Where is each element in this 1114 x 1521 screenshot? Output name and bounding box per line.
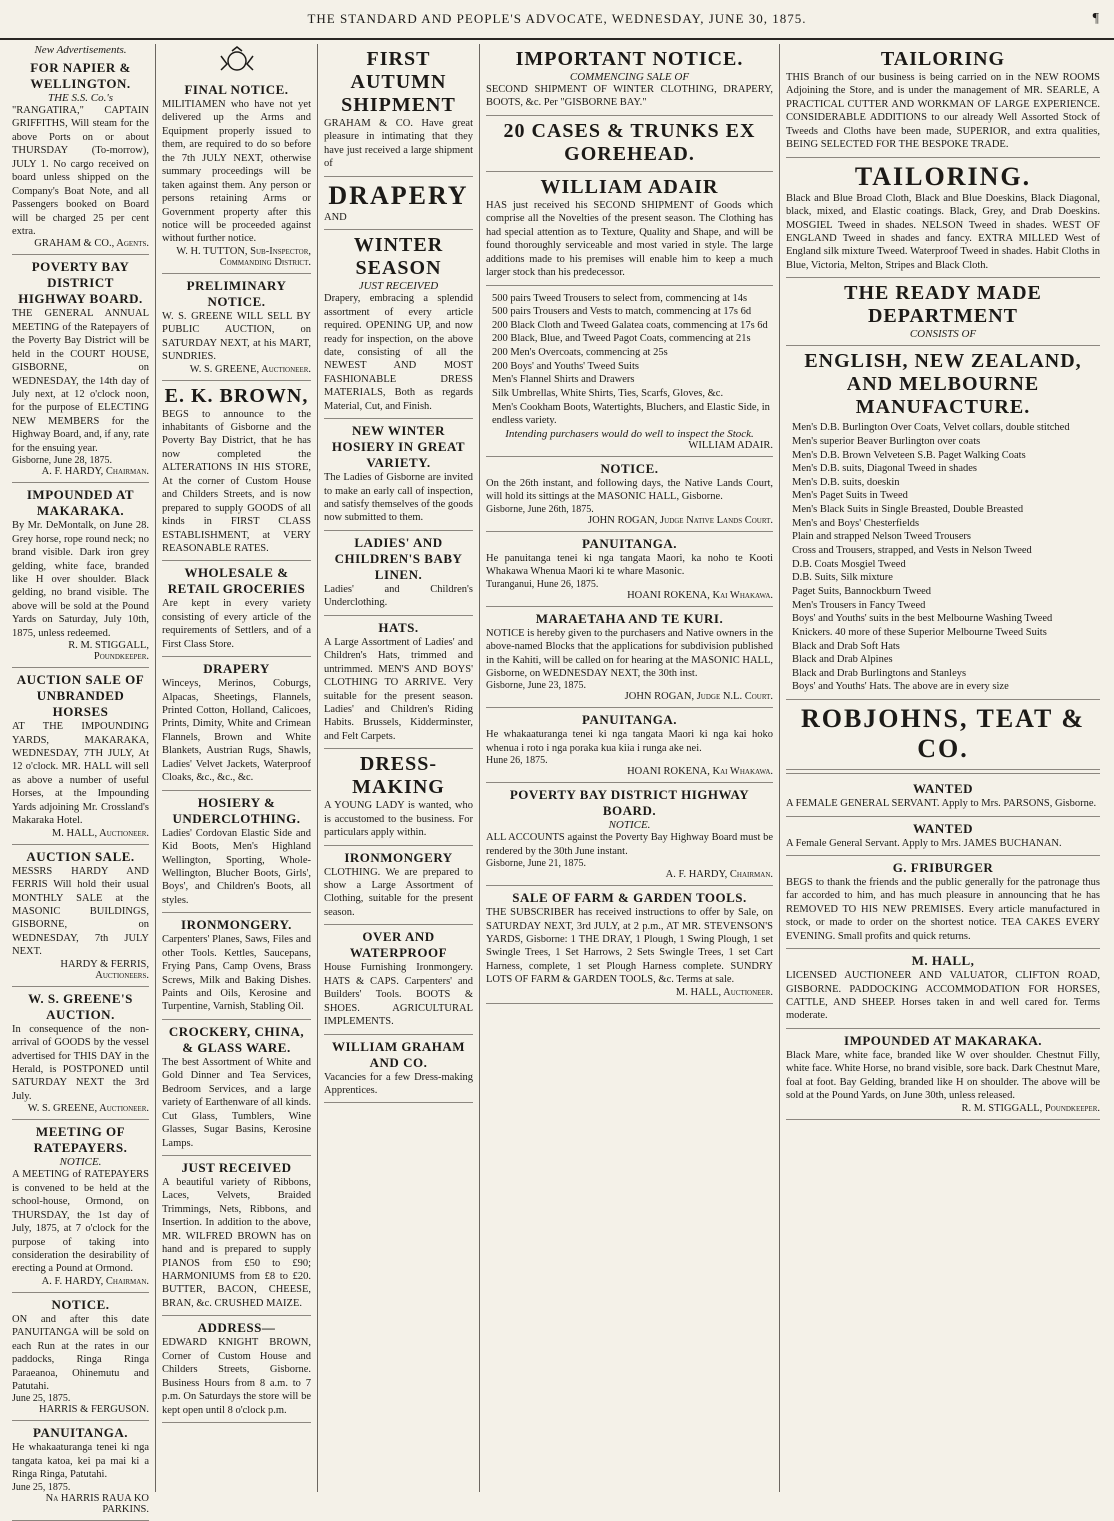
ad-body: A Large Assortment of Ladies' and Children's Hats, trimmed and untrimmed. MEN'S AND BOYS' CLOTHING TO ARRIVE. Very suitable for the present season. Ladies' and Children's Riding Habits. Brussels, Kidderminster, and Felt Carpets. <box>324 636 473 742</box>
ad-body: ON and after this date PANUITANGA will be sold on each Run at the rates in our paddocks, Ringa Ringa Paraeanoa, Ohinemutu and Patutahi. <box>12 1313 149 1392</box>
ad-signature: HOANI ROKENA, Kai Whakawa. <box>627 589 773 601</box>
ad-body: BEGS to thank the friends and the public generally for the patronage thus far accorded to him, and has much pleasure in announcing that he has REMOVED TO HIS NEW PREMISES. Every article manufactured in stock, or made to order on the shortest notice. TEA CAKES EVERY EVENING. Small profits and quick returns. <box>786 876 1100 942</box>
advertisement <box>486 457 773 532</box>
ad-list <box>12 56 149 1521</box>
ad-body: He whakaaturanga tenei ki nga tangata katoa, kei pa mai ki a Ringa Ringa, Patutahi. <box>12 1442 149 1481</box>
advertisement <box>162 274 311 381</box>
ad-body: GRAHAM & CO. Have great pleasure in intimating that they have just received a large shipment of <box>324 118 473 170</box>
ad-date: Gisborne, June 23, 1875. <box>486 680 586 692</box>
ad-list <box>786 44 1100 770</box>
ad-body: Winceys, Merinos, Coburgs, Alpacas, Sheetings, Flannels, Printed Cotton, Holland, Calicoes, Prints, Dimity, White and Crimean Flannels, Brown and White Blankets, Austrian Rugs, Shawls, Ladies' Velvet Jackets, Waterproof Cloaks, &c., &c., &c. <box>162 678 311 784</box>
ad-title: ROBJOHNS, TEAT & CO. <box>800 704 1086 764</box>
advertisement <box>786 278 1100 346</box>
list-item: 500 pairs Tweed Trousers to select from, commencing at 14s <box>492 292 748 304</box>
advertisement <box>12 668 149 845</box>
advertisement <box>324 1035 473 1104</box>
ad-signature: A. F. HARDY, Chairman. <box>665 869 773 881</box>
ad-subtitle: NOTICE. <box>59 1156 102 1169</box>
ad-signature: W. S. GREENE, Auctioneer. <box>27 1103 149 1115</box>
ad-body: On the 26th instant, and following days, the Native Lands Court, will hold its sittings at the MASONIC HALL, Gisborne. <box>486 477 773 503</box>
column-5 <box>780 44 1106 1492</box>
column-1 <box>6 44 156 1515</box>
list-item: Silk Umbrellas, White Shirts, Ties, Scarfs, Gloves, &c. <box>492 387 724 399</box>
list-item: Men's Black Suits in Single Breasted, Double Breasted <box>792 504 1024 516</box>
advertisement <box>12 1421 149 1520</box>
advertisement <box>486 286 773 457</box>
column-2 <box>156 44 318 1492</box>
ad-title: FINAL NOTICE. <box>184 82 289 97</box>
ad-date: June 25, 1875. <box>12 1393 71 1405</box>
ad-body: He panuitanga tenei ki nga tangata Maori, ka noho te Kooti Whakawa Whenua Maori ki te whare Masonic. <box>486 552 773 578</box>
ad-body: Black and Blue Broad Cloth, Black and Blue Doeskins, Black Diagonal, black, mixed, and Elastic coatings. Black, Grey, and Drab Doeskins. MOSGIEL Tweed in shades. NELSON Tweed in shades. WEST OF ENGLAND Tweed in shades and fancy. EXTRA MILLED West of England silk mixture Tweed. Waterproof Tweed in shades. Habit Cloths in Blue, Victoria, Melton, Stripes and Black Cloth. <box>786 192 1100 271</box>
advertisement <box>324 177 473 230</box>
list-item: Black and Drab Alpines <box>792 654 893 666</box>
ad-title: G. FRIBURGER <box>892 859 994 875</box>
ad-subtitle: JUST RECEIVED <box>358 280 439 293</box>
ad-title: SALE OF FARM & GARDEN TOOLS. <box>512 890 747 906</box>
ad-body: HAS just received his SECOND SHIPMENT of Goods which comprise all the Novelties of the present season. The Clothing has had special attention as to Texture, Quality and Shape, and will be found thoroughly serviceable and most varied in style. The large additions made to his premises will enable him to keep a much larger stock than his predecessor. <box>486 199 773 279</box>
ad-title: E. K. BROWN, <box>164 384 309 407</box>
ad-title: AUCTION SALE OF UNBRANDED HORSES <box>16 672 145 720</box>
ad-signature: A. F. HARDY, Chairman. <box>41 466 149 478</box>
ad-title: HOSIERY & UNDERCLOTHING. <box>172 794 301 826</box>
ad-body: CLOTHING. We are prepared to show a Large Assortment of Clothing, suitable for the present season. <box>324 866 473 918</box>
ad-title: NEW WINTER HOSIERY IN GREAT VARIETY. <box>331 423 466 471</box>
column-4 <box>480 44 780 1492</box>
ad-body: Carpenters' Planes, Saws, Files and other Tools. Kettles, Saucepans, Frying Pans, Camp Ovens, Brass Screws, Milk and Baking Dishes. Paints and Oils, Kerosine and Turpentine, Varnish, Stabling Oil. <box>162 934 311 1013</box>
ad-title: WANTED <box>912 781 974 797</box>
ad-subtitle: Intending purchasers would do well to inspect the Stock. <box>505 427 754 440</box>
ad-body: The best Assortment of White and Gold Dinner and Tea Services, Bedroom Services, and a large variety of Earthenware of all kinds. Cut Glass, Tumblers, Wine Glasses, Sugar Basins, Kerosine Lamps. <box>162 1056 311 1149</box>
advertisement <box>162 561 311 657</box>
advertisement <box>162 791 311 914</box>
ad-signature: W. S. GREENE, Auctioneer. <box>189 363 311 375</box>
ad-title: NOTICE. <box>51 1296 110 1312</box>
ad-body: BEGS to announce to the inhabitants of Gisborne and the Poverty Bay District, that he has now completed the ALTERATIONS IN HIS STORE, At the corner of Custom House and Childers Streets, and is now prepared to supply GOODS of all kinds in FIRST CLASS ESTABLISHMENT, at VERY REASONABLE RATES. <box>162 408 311 554</box>
ad-body: "RANGATIRA," CAPTAIN GRIFFITHS, Will steam for the above Ports on or about THURSDAY (To-morrow), JULY 1. No cargo received on board unless shipped on the Company's Boat Note, and all Passengers booked on Board will be charged 25 per cent extra. <box>12 105 149 237</box>
ad-body: AT THE IMPOUNDING YARDS, MAKARAKA, WEDNESDAY, 7TH JULY, At 12 o'clock. MR. HALL will sell as above a number of useful Horses, at the Impounding Yards adjoining Mr. Crossland's Makaraka Hotel. <box>12 721 149 827</box>
column-header: New Advertisements. <box>34 44 127 56</box>
ad-title: ADDRESS— <box>197 1320 276 1336</box>
ad-title: PANUITANGA. <box>33 1425 128 1441</box>
masthead-title: THE STANDARD AND PEOPLE'S ADVOCATE, WEDNESDAY, JUNE 30, 1875. <box>307 11 807 26</box>
list-item: 200 Men's Overcoats, commencing at 25s <box>492 347 668 359</box>
advertisement <box>324 531 473 616</box>
ad-signature: Na HARRIS RAUA KO PARKINS. <box>45 1492 149 1515</box>
advertisement <box>786 856 1100 949</box>
ad-signature: JOHN ROGAN, Judge N.L. Court. <box>624 691 773 703</box>
page-mark: ¶ <box>1092 11 1100 26</box>
ad-body: THE GENERAL ANNUAL MEETING of the Ratepayers of the Poverty Bay District will be held in the COURT HOUSE, GISBORNE, on WEDNESDAY, the 14th day of July next, at 12 o'clock noon, for the purpose of ELECTING NEW MEMBERS for the Highway Board, and, if any, rate for the ensuing year. <box>12 308 149 454</box>
ad-body: LICENSED AUCTIONEER AND VALUATOR, CLIFTON ROAD, GISBORNE. PADDOCKING ACCOMMODATION FOR HORSES, CATTLE, AND SHEEP. Horses taken in and well cared for. Terms moderate. <box>786 970 1100 1022</box>
ad-title: PANUITANGA. <box>582 712 677 728</box>
ad-title: THE READY MADE DEPARTMENT <box>844 282 1042 328</box>
list-item: Boys' and Youths' suits in the best Melbourne Washing Tweed <box>792 613 1053 625</box>
ad-title: FIRST AUTUMN SHIPMENT <box>341 48 456 116</box>
ad-date: Gisborne, June 26th, 1875. <box>486 503 594 515</box>
advertisement <box>486 607 773 709</box>
list-item: Black and Drab Soft Hats <box>792 640 900 652</box>
small-ad-list <box>786 777 1100 1120</box>
advertisement <box>12 56 149 255</box>
ad-body: THIS Branch of our business is being carried on in the NEW ROOMS Adjoining the Store, and is under the management of MR. SEARLE, A PRACTICAL CUTTER AND WORKMAN OF LARGE EXPERIENCE. CONSIDERABLE ADDITIONS to our already Well Assorted Stock of Tweeds and Cloths have been made, SUPERIOR, and extra qualities, BEING SELECTED FOR THE BESPOKE TRADE. <box>786 72 1100 151</box>
ad-body: A beautiful variety of Ribbons, Laces, Velvets, Braided Trimmings, Nets, Ribbons, and Insertion. In addition to the above, MR. WILFRED BROWN has on hand and is prepared to supply PIANOS from £50 to £90; HARMONIUMS from £8 to £20. BUTTER, BACON, CHEESE, BRAN, &c. CRUSHED MAIZE. <box>162 1176 311 1309</box>
ad-title: LADIES' AND CHILDREN'S BABY LINEN. <box>334 534 463 582</box>
advertisement <box>486 44 773 116</box>
advertisement <box>162 1316 311 1423</box>
ad-title: M. HALL, <box>911 953 975 969</box>
advertisement <box>12 1293 149 1422</box>
royal-crest-icon <box>207 46 267 76</box>
column-3 <box>318 44 480 1492</box>
ad-signature: W. H. TUTTON, Sub-Inspector, Commanding District. <box>176 245 311 268</box>
ad-title: IRONMONGERY <box>344 849 453 865</box>
advertisement <box>786 44 1100 158</box>
ad-signature: R. M. STIGGALL, Poundkeeper. <box>961 1102 1100 1114</box>
ad-title: PANUITANGA. <box>582 535 677 551</box>
ad-body: EDWARD KNIGHT BROWN, Corner of Custom House and Childers Streets, Gisborne. Business Hours from 8 a.m. to 7 p.m. On Saturdays the store will be kept open until 8 o'clock p.m. <box>162 1337 311 1416</box>
advertisement <box>12 483 149 668</box>
advertisement <box>486 532 773 607</box>
ad-date: Gisborne, June 28, 1875. <box>12 455 112 467</box>
ad-title: TAILORING. <box>854 161 1032 191</box>
list-item: Men's Cookham Boots, Watertights, Bluchers, and Elastic Side, in endless variety. <box>492 401 770 427</box>
ad-body: A FEMALE GENERAL SERVANT. Apply to Mrs. PARSONS, Gisborne. <box>786 798 1097 810</box>
ad-body: By Mr. DeMontalk, on June 28. Grey horse, rope round neck; no brand visible. Dark iron grey gelding, white face, branded like H over shoulder. Black gelding, no brand visible. The above will be sold at the Pound Yards on Saturday, July 10th, 1875, unless redeemed. <box>12 520 149 639</box>
ad-title: NOTICE. <box>600 460 659 476</box>
ad-title: CROCKERY, CHINA, & GLASS WARE. <box>168 1023 305 1055</box>
list-item: Men's Flannel Shirts and Drawers <box>492 374 635 386</box>
advertisement <box>12 255 149 483</box>
list-item: Boys' and Youths' Hats. The above are in every size <box>792 681 1009 693</box>
ad-title: MEETING OF RATEPAYERS. <box>33 1124 128 1156</box>
ad-body: House Furnishing Ironmongery. HATS & CAPS. Carpenters' and Builders' Tools. BOOTS & SHOES. AGRICULTURAL IMPLEMENTS. <box>324 962 473 1028</box>
list-item: D.B. Suits, Silk mixture <box>792 572 893 584</box>
advertisement <box>324 616 473 750</box>
list-item: Paget Suits, Bannockburn Tweed <box>792 585 932 597</box>
ad-title: IMPOUNDED AT MAKARAKA. <box>26 487 135 519</box>
ad-body: Ladies' and Children's Underclothing. <box>324 583 473 609</box>
advertisement <box>486 783 773 886</box>
list-item: D.B. Coats Mosgiel Tweed <box>792 558 906 570</box>
ad-title: WINTER SEASON <box>353 234 444 280</box>
ad-list <box>324 44 473 1103</box>
ad-signature: GRAHAM & CO., Agents. <box>34 238 149 250</box>
ad-signature: WILLIAM ADAIR. <box>688 439 773 451</box>
list-item: Men's D.B. Brown Velveteen S.B. Paget Walking Coats <box>792 449 1026 461</box>
ad-signature: M. HALL, Auctioneer. <box>675 986 773 998</box>
advertisement <box>162 1020 311 1156</box>
list-item: Men's and Boys' Chesterfields <box>792 517 920 529</box>
ad-body: In consequence of the non-arrival of GOODS by the vessel advertised for THIS DAY in the Herald, is POSTPONED until SATURDAY NEXT the 3rd July. <box>12 1023 149 1102</box>
advertisement <box>786 700 1100 770</box>
ad-body: A MEETING of RATEPAYERS is convened to be held at the school-house, Ormond, on THURSDAY, the 1st day of July, 1875, at 7 o'clock for the purpose of taking into consideration the desirability of erecting a Pound at Ormond. <box>12 1169 149 1275</box>
list-item: 200 Black Cloth and Tweed Galatea coats, commencing at 17s 6d <box>492 319 768 331</box>
ad-body: A YOUNG LADY is wanted, who is accustomed to the business. For particulars apply within. <box>324 800 473 839</box>
ad-subtitle: CONSISTS OF <box>909 328 977 341</box>
advertisement <box>162 381 311 562</box>
ad-date: June 25, 1875. <box>12 1481 71 1493</box>
advertisement <box>162 913 311 1020</box>
ad-title: WHOLESALE & RETAIL GROCERIES <box>167 565 306 597</box>
advertisement <box>486 116 773 172</box>
ad-body: A Female General Servant. Apply to Mrs. JAMES BUCHANAN. <box>786 837 1062 849</box>
ad-list <box>486 44 773 1004</box>
ad-title: PRELIMINARY NOTICE. <box>186 277 287 309</box>
list-item: 200 Boys' and Youths' Tweed Suits <box>492 360 639 372</box>
advertisement <box>324 846 473 926</box>
ad-title: HATS. <box>378 619 419 635</box>
ad-signature: JOHN ROGAN, Judge Native Lands Court. <box>588 514 773 526</box>
ad-body: SECOND SHIPMENT OF WINTER CLOTHING, DRAPERY, BOOTS, &c. Per "GISBORNE BAY." <box>486 84 773 109</box>
ad-body: The Ladies of Gisborne are invited to make an early call of inspection, and satisfy themselves of the goods now submitted to them. <box>324 472 474 524</box>
ad-title: ENGLISH, NEW ZEALAND, AND MELBOURNE MANUFACTURE. <box>804 350 1082 419</box>
list-item: Men's Trousers in Fancy Tweed <box>792 599 926 611</box>
item-list <box>786 421 1100 694</box>
ad-title: DRAPERY <box>328 180 469 210</box>
list-item: Knickers. 40 more of these Superior Melbourne Tweed Suits <box>792 626 1047 638</box>
ad-body: MESSRS HARDY AND FERRIS Will hold their usual MONTHLY SALE at the MASONIC BUILDINGS, GISBORNE, on WEDNESDAY, 7th JULY NEXT. <box>12 865 149 958</box>
advertisement <box>786 777 1100 816</box>
ad-signature: HOANI ROKENA, Kai Whakawa. <box>627 766 773 778</box>
ad-body: Ladies' Cordovan Elastic Side and Kid Boots, Men's Highland Wellington, Sporting, Whole-Wellington, Blucher Boots, Girls', Boys', and Children's Boots, all styles. <box>162 827 311 906</box>
ad-list <box>162 78 311 1423</box>
advertisement <box>324 749 473 845</box>
ad-body: W. S. GREENE WILL SELL BY PUBLIC AUCTION, on SATURDAY NEXT, at his MART, SUNDRIES. <box>162 310 311 363</box>
ad-body: He whakaaturanga tenei ki nga tangata Maori ki nga kai hoko whenua i roto i nga poraka kua kiia i runga ake nei. <box>486 729 773 754</box>
ad-title: POVERTY BAY DISTRICT HIGHWAY BOARD. <box>509 787 750 819</box>
ad-title: OVER AND WATERPROOF <box>349 929 448 961</box>
advertisement <box>162 657 311 791</box>
advertisement <box>324 419 473 531</box>
list-item: Men's D.B. suits, doeskin <box>792 476 900 488</box>
advertisement <box>786 1029 1100 1120</box>
masthead <box>0 0 1114 40</box>
ad-title: WANTED <box>912 820 974 836</box>
ad-title: WILLIAM GRAHAM AND CO. <box>331 1038 466 1070</box>
list-item: 500 pairs Trousers and Vests to match, commencing at 17s 6d <box>492 306 752 318</box>
ad-title: W. S. GREENE'S AUCTION. <box>28 990 133 1022</box>
list-item: Plain and strapped Nelson Tweed Trousers <box>792 531 972 543</box>
ad-title: WILLIAM ADAIR <box>540 175 719 198</box>
advertisement <box>12 987 149 1121</box>
ad-subtitle: COMMENCING SALE OF <box>569 71 690 83</box>
ad-signature: R. M. STIGGALL, Poundkeeper. <box>68 640 149 663</box>
ad-body: AND <box>324 211 347 223</box>
list-item: 200 Black, Blue, and Tweed Pagot Coats, commencing at 21s <box>492 333 751 345</box>
ad-title: IMPORTANT NOTICE. <box>515 48 744 70</box>
ad-body: NOTICE is hereby given to the purchasers and Native owners in the above-named Blocks that the applications for subdivision published in the Kahiti, will be called on for hearing at the MASONIC HALL, Gisborne, on WEDNESDAY NEXT, the 30th inst. <box>486 627 773 679</box>
list-item: Men's D.B. Burlington Over Coats, Velvet collars, double stitched <box>792 422 1070 434</box>
ad-body: Black Mare, white face, branded like W over shoulder. Chestnut Filly, white face. White Horse, no brand visible, sore back. Dark Chestnut Mare, foal at foot. Bay Gelding, branded like H on shoulder. The above will be sold at the Pound Yards, on June 30th, unless released. <box>786 1049 1100 1102</box>
advertisement <box>162 1156 311 1316</box>
ad-title: AUCTION SALE. <box>26 848 135 864</box>
advertisement <box>162 78 311 274</box>
list-item: Men's Paget Suits in Tweed <box>792 490 908 502</box>
advertisement <box>786 158 1100 279</box>
list-item: Men's D.B. suits, Diagonal Tweed in shades <box>792 463 977 475</box>
advertisement <box>324 230 473 419</box>
ad-title: 20 CASES & TRUNKS EX GOREHEAD. <box>503 119 756 165</box>
ad-body: Vacancies for a few Dress-making Apprentices. <box>324 1071 473 1096</box>
advertisement <box>324 44 473 177</box>
ad-title: TAILORING <box>880 48 1006 70</box>
ad-title: FOR NAPIER & WELLINGTON. <box>30 60 131 91</box>
list-item: Cross and Trousers, strapped, and Vests in Nelson Tweed <box>792 545 1032 557</box>
ad-title: IRONMONGERY. <box>181 917 292 933</box>
ad-date: Gisborne, June 21, 1875. <box>486 858 586 870</box>
ad-signature: A. F. HARDY, Chairman. <box>41 1275 149 1287</box>
ad-signature: M. HALL, Auctioneer. <box>51 827 149 839</box>
ad-body: MILITIAMEN who have not yet delivered up the Arms and Equipment properly issued to them, are required to do so before the 7th JULY NEXT, otherwise summary proceedings will be taken against them. Any person or persons retaining Arms or Government property after this notice will be proceeded against without further notice. <box>162 99 311 245</box>
ad-subtitle: NOTICE. <box>608 819 651 832</box>
columns <box>6 44 1106 1515</box>
ad-title: DRESS-MAKING <box>352 753 445 799</box>
ad-body: Drapery, embracing a splendid assortment of every article required. OPENING UP, and now ready for inspection, on the above date, consisting of all the NEWEST AND MOST FASHIONABLE DRESS MATERIALS, Both as regards Material, Cut, and Finish. <box>324 293 473 412</box>
advertisement <box>486 886 773 1004</box>
advertisement <box>12 845 149 987</box>
ad-date: Hune 26, 1875. <box>486 755 548 767</box>
advertisement <box>786 817 1100 856</box>
ad-date: Turanganui, Hune 26, 1875. <box>486 578 599 590</box>
advertisement <box>486 172 773 286</box>
ad-body: ALL ACCOUNTS against the Poverty Bay Highway Board must be rendered by the 30th June instant. <box>486 832 773 857</box>
ad-signature: HARRIS & FERGUSON. <box>39 1404 149 1416</box>
item-list <box>486 292 773 428</box>
ad-title: JUST RECEIVED <box>181 1159 292 1175</box>
ad-body: THE SUBSCRIBER has received instructions to offer by Sale, on SATURDAY NEXT, 3rd JULY, at 2 p.m., AT MR. STEVENSON'S YARDS, Gisborne: 1 THE DRAY, 1 Plough, 1 Swing Plough, 1 set Swingle Trees, 1 Set Harrows, 2 Sets Swingle Trees, 1 set Cart Harness, complete, 1 set Plough Harness complete. SUNDRY LOTS OF FARM & GARDEN TOOLS, &c. Terms at sale. <box>486 907 773 986</box>
advertisement <box>324 925 473 1034</box>
ad-body: Are kept in every variety consisting of every article of the requirements of Settlers, and of a First Class Store. <box>162 598 311 650</box>
advertisement <box>786 949 1100 1029</box>
list-item: Black and Drab Burlingtons and Stanleys <box>792 667 967 679</box>
ad-title: POVERTY BAY DISTRICT HIGHWAY BOARD. <box>18 259 143 307</box>
advertisement <box>486 708 773 783</box>
ad-title: DRAPERY <box>203 661 270 677</box>
ad-subtitle: THE S.S. Co.'s <box>47 92 113 104</box>
advertisement <box>786 346 1100 700</box>
ad-signature: HARDY & FERRIS, Auctioneers. <box>60 958 149 981</box>
list-item: Men's superior Beaver Burlington over coats <box>792 435 981 447</box>
advertisement <box>12 1120 149 1293</box>
ad-title: IMPOUNDED AT MAKARAKA. <box>844 1032 1042 1048</box>
ad-title: MARAETAHA AND TE KURI. <box>535 610 724 626</box>
